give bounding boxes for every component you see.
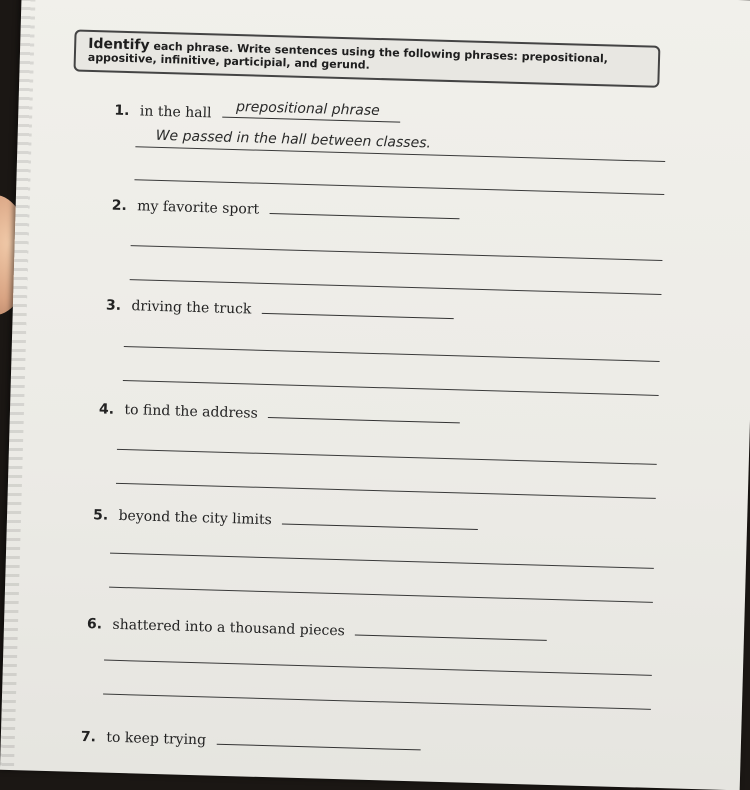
sentence-line[interactable] [117, 449, 657, 465]
exercise-item-7 [81, 726, 721, 763]
exercise-item-2 [112, 195, 750, 232]
item-phrase: in the hall [139, 103, 212, 122]
phrase-type-blank[interactable] [216, 730, 420, 751]
sentence-line[interactable] [135, 127, 665, 162]
sentence-line[interactable] [134, 179, 664, 195]
item-number: 4. [98, 401, 115, 418]
exercise-item-4 [99, 398, 739, 435]
phrase-type-blank[interactable] [222, 99, 400, 123]
sentence-line[interactable] [103, 694, 651, 710]
sentence-line[interactable] [130, 279, 662, 295]
phrase-type-blank[interactable] [282, 509, 478, 529]
item-number: 1. [114, 102, 130, 120]
sentence-line[interactable] [109, 587, 653, 603]
item-phrase: to find the address [124, 402, 259, 422]
item-phrase: beyond the city limits [118, 507, 272, 529]
item-phrase: driving the truck [131, 298, 252, 318]
phrase-type-answer: prepositional phrase [235, 99, 380, 120]
instructions-box [73, 29, 660, 87]
sentence-line[interactable] [123, 380, 659, 396]
sentence-line[interactable] [124, 346, 660, 362]
item-number: 6. [86, 616, 103, 633]
sentence-line[interactable] [131, 245, 663, 261]
item-number: 3. [105, 297, 122, 314]
exercise-item-5 [93, 504, 733, 541]
phrase-type-blank[interactable] [269, 199, 459, 219]
exercise-item-6 [87, 613, 727, 650]
phrase-type-blank[interactable] [268, 403, 460, 423]
item-number: 5. [92, 507, 109, 524]
sentence-line[interactable] [116, 483, 656, 499]
item-number: 7. [80, 728, 97, 746]
exercise-item-3 [106, 294, 746, 331]
sentence-line[interactable] [104, 660, 652, 676]
item-phrase: shattered into a thousand pieces [112, 616, 346, 640]
phrase-type-blank[interactable] [262, 299, 454, 319]
item-number: 2. [111, 197, 128, 215]
phrase-type-blank[interactable] [355, 621, 547, 641]
sentence-line[interactable] [110, 553, 654, 569]
item-phrase: my favorite sport [137, 198, 260, 218]
item-phrase: to keep trying [106, 729, 207, 749]
instructions-text: each phrase. Write sentences using the following phrases: prepositional, appositive, infinitive, participial, and gerund. [87, 39, 609, 72]
instructions-lead: Identify [88, 35, 150, 54]
sentence-answer: We passed in the hall between classes. [155, 127, 432, 152]
